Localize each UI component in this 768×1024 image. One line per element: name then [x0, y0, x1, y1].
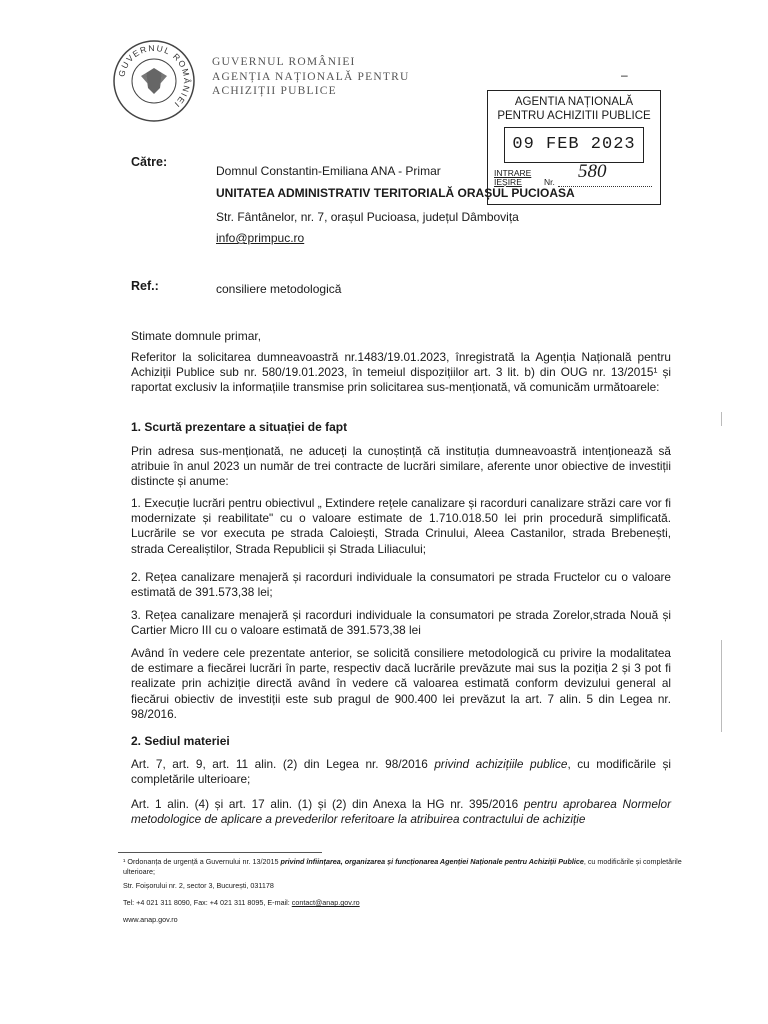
seal-text: GUVERNUL ROMÂNIEI — [116, 42, 193, 111]
footer-address: Str. Foișorului nr. 2, sector 3, București, 031178 — [123, 881, 274, 890]
letterhead-line-agency: AGENȚIA NAȚIONALĂ PENTRU — [212, 70, 410, 83]
stamp-nr-label: Nr. — [544, 177, 555, 187]
section1-item1: 1. Execuție lucrări pentru obiectivul „ Extindere rețele canalizare și racorduri canalizare străzi care vor fi modernizate și reabilitate" cu o valoare estimate de 1.710.018.50 lei prin procedură simplificată. Lucrările se vor executa pe strada Caloiești, Strada Crinului, Aleea Castanilor, strada Brebenești, strada Cerealiștilor, Strada Republicii și Strada Liliacului; — [131, 496, 671, 556]
footnote — [123, 857, 683, 876]
letterhead — [212, 55, 409, 99]
stamp-entry-label: INTRARE — [494, 168, 532, 178]
stamp-title-line2: PENTRU ACHIZITII PUBLICE — [497, 110, 651, 122]
section2-paragraph1 — [131, 757, 671, 787]
recipient-email[interactable]: info@primpuc.ro — [216, 231, 305, 245]
section1-heading: 1. Scurtă prezentare a situației de fapt — [131, 420, 348, 434]
section2-p1-tail: , cu modificările și completările ulterioare; — [131, 757, 672, 787]
ref-value: consiliere metodologică — [216, 282, 342, 296]
stamp-title-line1: AGENTIA NAȚIONALĂ — [514, 96, 634, 108]
footer-website[interactable]: www.anap.gov.ro — [123, 915, 178, 924]
footnote-divider — [118, 852, 322, 853]
section2-p2-title: pentru aprobarea Normelor metodologice de aplicare a prevederilor referitoare la atribuirea contractului de achiziție — [131, 797, 671, 827]
section1-paragraph2: Având în vedere cele prezentate anterior, se solicită consiliere metodologică cu privire la modalitatea de estimare a fiecărei lucrări în parte, respectiv dacă lucrările prevăzute mai sus la poziția 2 și 3 pot fi realizate prin achiziție directă având în vedere că valoarea estimată conform devizului general al fiecărui obiectiv de investiții este sub pragul de 900.400 lei prevăzut la art. 7 alin. 5 din Legea nr. 98/2016. — [131, 646, 671, 721]
section1-item2: 2. Rețea canalizare menajeră și racorduri individuale la consumatori pe strada Fructelor cu o valoare estimată de 391.573,38 lei; — [131, 570, 671, 600]
footer-phone-fax: Tel: +4 021 311 8090, Fax: +4 021 311 8095, E-mail: — [123, 898, 292, 907]
recipient-name: Domnul Constantin-Emiliana ANA - Primar — [216, 164, 441, 178]
stamp-number: 580 — [578, 161, 607, 182]
section2-p1-title: privind achizițiile publice — [434, 757, 568, 771]
margin-mark-bottom — [721, 640, 722, 732]
recipient-address: Str. Fântânelor, nr. 7, orașul Pucioasa, județul Dâmbovița — [216, 210, 519, 224]
intro-paragraph: Referitor la solicitarea dumneavoastră nr.1483/19.01.2023, înregistrată la Agenția Națională pentru Achiziții Publice sub nr. 580/19.01.2023, în temeiul dispozițiilor art. 3 lit. b) din OUG nr. 13/2015¹ și raportat exclusiv la informațiile transmise prin solicitarea sus-menționată, vă comunicăm următoarele: — [131, 350, 671, 395]
stamp-exit-label: IEȘIRE — [494, 177, 522, 187]
footnote-tail: , cu modificările și completările ulterioare; — [123, 857, 682, 876]
stamp-date: 09 FEB 2023 — [504, 127, 644, 163]
footnote-title: privind înființarea, organizarea și funcționarea Agenției Naționale pentru Achiziții Publice — [280, 857, 584, 866]
section2-p1-text: Art. 7, art. 9, art. 11 alin. (2) din Legea nr. 98/2016 — [131, 757, 435, 771]
footer-email-link[interactable]: contact@anap.gov.ro — [291, 898, 360, 907]
section1-item3: 3. Rețea canalizare menajeră și racorduri individuale la consumatori pe strada Zorelor,strada Nouă și Cartier Micro III cu o valoare estimată de 391.573,38 lei — [131, 608, 671, 638]
government-seal — [113, 40, 195, 122]
margin-mark-top — [721, 412, 722, 426]
stray-mark: – — [621, 68, 628, 82]
recipient-institution: UNITATEA ADMINISTRATIV TERITORIALĂ ORAȘUL PUCIOASA — [216, 186, 575, 200]
section2-heading: 2. Sediul materiei — [131, 734, 230, 748]
section2-p2-text: Art. 1 alin. (4) și art. 17 alin. (1) și (2) din Anexa la HG nr. 395/2016 — [131, 797, 524, 811]
recipient-label: Către: — [131, 155, 168, 169]
footnote-text: ¹ Ordonanța de urgență a Guvernului nr. 13/2015 — [123, 857, 281, 866]
footer-contact — [123, 898, 683, 908]
stamp-title — [488, 95, 660, 123]
section1-paragraph1: Prin adresa sus-menționată, ne aduceți la cunoștință că instituția dumneavoastră intenționează să atribuie în anul 2023 un număr de trei contracte de lucrări similare, aferente unor obiective de investiții distincte și anume: — [131, 444, 671, 489]
letterhead-line-procurement: ACHIZIȚII PUBLICE — [212, 85, 337, 97]
ref-label: Ref.: — [131, 279, 159, 293]
section2-paragraph2 — [131, 797, 671, 827]
letterhead-line-government: GUVERNUL ROMÂNIEI — [212, 56, 356, 68]
salutation: Stimate domnule primar, — [131, 329, 262, 343]
